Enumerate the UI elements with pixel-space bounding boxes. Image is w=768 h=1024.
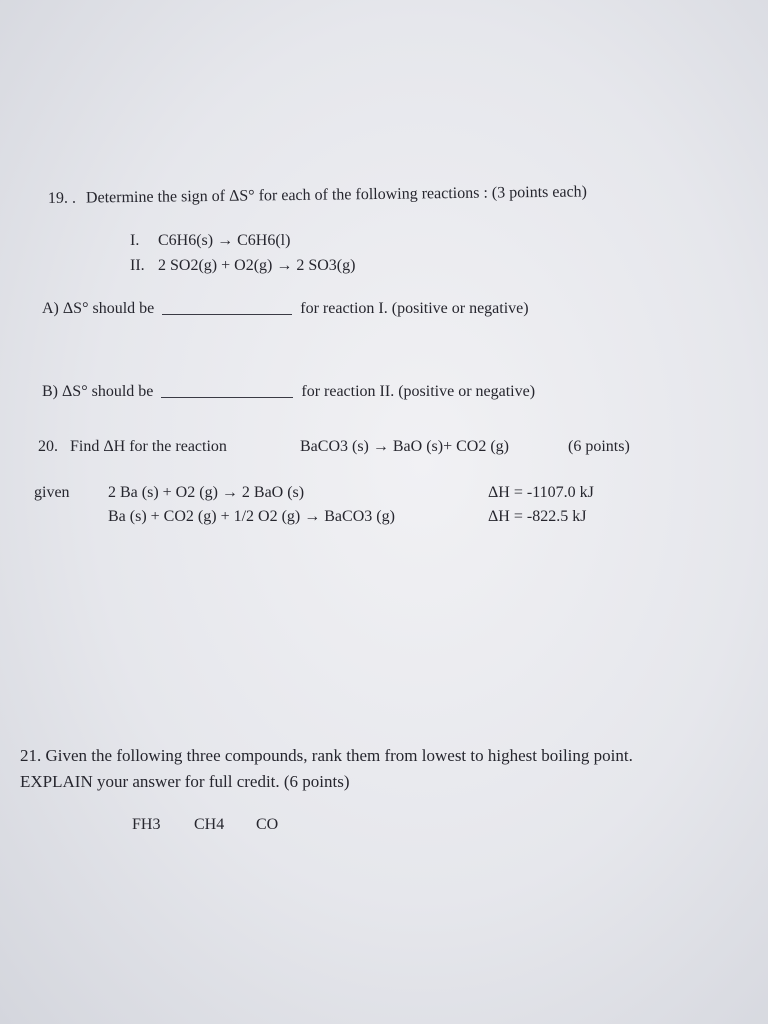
q19-part-b-prefix: B) ΔS° should be bbox=[42, 383, 154, 400]
q21-compound-2: CH4 bbox=[194, 816, 225, 833]
q20-given-1-equation: 2 Ba (s) + O2 (g) → 2 BaO (s) bbox=[108, 484, 305, 501]
q21-compound-1: FH3 bbox=[132, 816, 161, 833]
q20-target-reaction: BaCO3 (s) → BaO (s)+ CO2 (g) bbox=[300, 438, 509, 455]
q20-given-label: given bbox=[34, 484, 70, 501]
q20-given-2-dh: ΔH = -822.5 kJ bbox=[488, 508, 587, 525]
q19-reaction-1-equation: C6H6(s) → C6H6(l) bbox=[158, 232, 291, 249]
q19-reaction-1 bbox=[130, 232, 290, 250]
q19-reaction-2-equation: 2 SO2(g) + O2(g) → 2 SO3(g) bbox=[158, 257, 356, 274]
q19-part-a-answer-blank[interactable] bbox=[162, 313, 292, 315]
q19-reaction-2 bbox=[130, 257, 355, 275]
q20-prompt: Find ΔH for the reaction bbox=[70, 438, 227, 455]
q21-line-2: EXPLAIN your answer for full credit. (6 points) bbox=[20, 772, 350, 791]
q19-reaction-1-label: I. bbox=[130, 232, 140, 249]
q19-part-a bbox=[42, 300, 529, 318]
q19-part-b-answer-blank[interactable] bbox=[161, 396, 293, 398]
q20-given-1-dh: ΔH = -1107.0 kJ bbox=[488, 484, 594, 501]
q19-part-b bbox=[42, 383, 535, 401]
q20-points: (6 points) bbox=[568, 438, 630, 455]
q21-line-1: 21. Given the following three compounds, rank them from lowest to highest boiling point. bbox=[20, 746, 633, 765]
q19-header bbox=[48, 183, 587, 208]
q19-number: 19. . bbox=[47, 189, 77, 207]
q19-reaction-2-label: II. bbox=[130, 257, 145, 274]
q20-given-2-equation: Ba (s) + CO2 (g) + 1/2 O2 (g) → BaCO3 (g) bbox=[108, 508, 395, 525]
q19-part-a-suffix: for reaction I. (positive or negative) bbox=[300, 300, 529, 317]
q19-part-a-prefix: A) ΔS° should be bbox=[42, 300, 155, 317]
q19-prompt: Determine the sign of ΔS° for each of the following reactions : (3 points each) bbox=[85, 183, 588, 207]
q19-part-b-suffix: for reaction II. (positive or negative) bbox=[301, 383, 536, 400]
q20-number: 20. bbox=[38, 438, 58, 455]
q20-header bbox=[38, 438, 227, 456]
q21-compound-3: CO bbox=[256, 816, 279, 833]
